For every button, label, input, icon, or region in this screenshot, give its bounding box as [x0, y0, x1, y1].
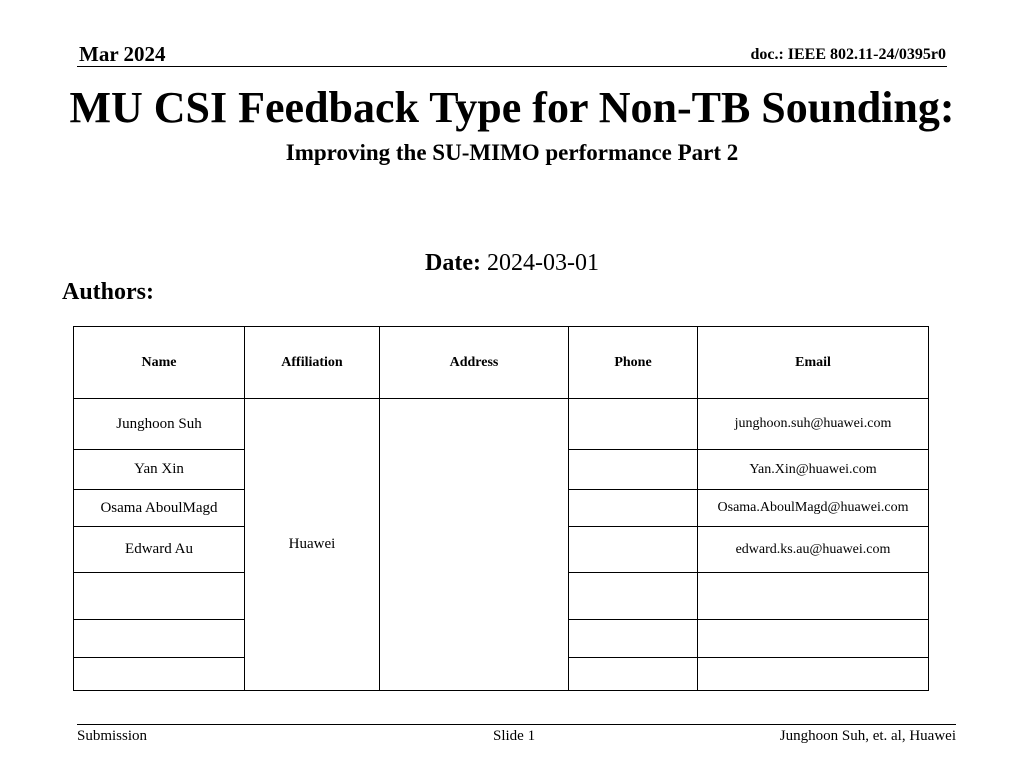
date-label: Date:	[425, 250, 481, 276]
header-divider	[77, 66, 947, 67]
date-value: 2024-03-01	[486, 250, 599, 276]
author-phone	[569, 490, 698, 527]
author-phone	[569, 399, 698, 450]
footer-slide-number: Slide 1	[493, 728, 536, 744]
table-row	[74, 399, 929, 450]
author-phone	[569, 620, 698, 658]
author-name: Edward Au	[74, 527, 245, 573]
author-name	[74, 658, 245, 691]
author-email: Osama.AboulMagd@huawei.com	[698, 490, 929, 527]
author-name: Junghoon Suh	[74, 399, 245, 450]
slide-subtitle: Improving the SU-MIMO performance Part 2	[285, 140, 739, 165]
column-header-address: Address	[380, 327, 569, 399]
header-doc-number: doc.: IEEE 802.11-24/0395r0	[750, 46, 946, 63]
author-name	[74, 620, 245, 658]
footer-divider	[77, 724, 956, 725]
author-phone	[569, 450, 698, 490]
author-email	[698, 620, 929, 658]
slide-title: MU CSI Feedback Type for Non-TB Sounding:	[69, 83, 955, 132]
author-phone	[569, 527, 698, 573]
author-email: Yan.Xin@huawei.com	[698, 450, 929, 490]
column-header-email: Email	[698, 327, 929, 399]
date-line	[0, 250, 1024, 277]
authors-label: Authors:	[62, 279, 155, 305]
author-name	[74, 573, 245, 620]
author-address	[380, 399, 569, 691]
author-email: junghoon.suh@huawei.com	[698, 399, 929, 450]
author-name: Yan Xin	[74, 450, 245, 490]
author-email	[698, 573, 929, 620]
column-header-affiliation: Affiliation	[245, 327, 380, 399]
footer-submission: Submission	[77, 728, 148, 744]
author-phone	[569, 658, 698, 691]
author-email: edward.ks.au@huawei.com	[698, 527, 929, 573]
author-name: Osama AboulMagd	[74, 490, 245, 527]
author-phone	[569, 573, 698, 620]
author-email	[698, 658, 929, 691]
table-header-row	[74, 327, 929, 399]
column-header-phone: Phone	[569, 327, 698, 399]
footer-authors: Junghoon Suh, et. al, Huawei	[779, 728, 956, 744]
column-header-name: Name	[74, 327, 245, 399]
authors-table	[73, 326, 929, 691]
author-affiliation: Huawei	[245, 399, 380, 691]
header-date: Mar 2024	[79, 42, 166, 66]
